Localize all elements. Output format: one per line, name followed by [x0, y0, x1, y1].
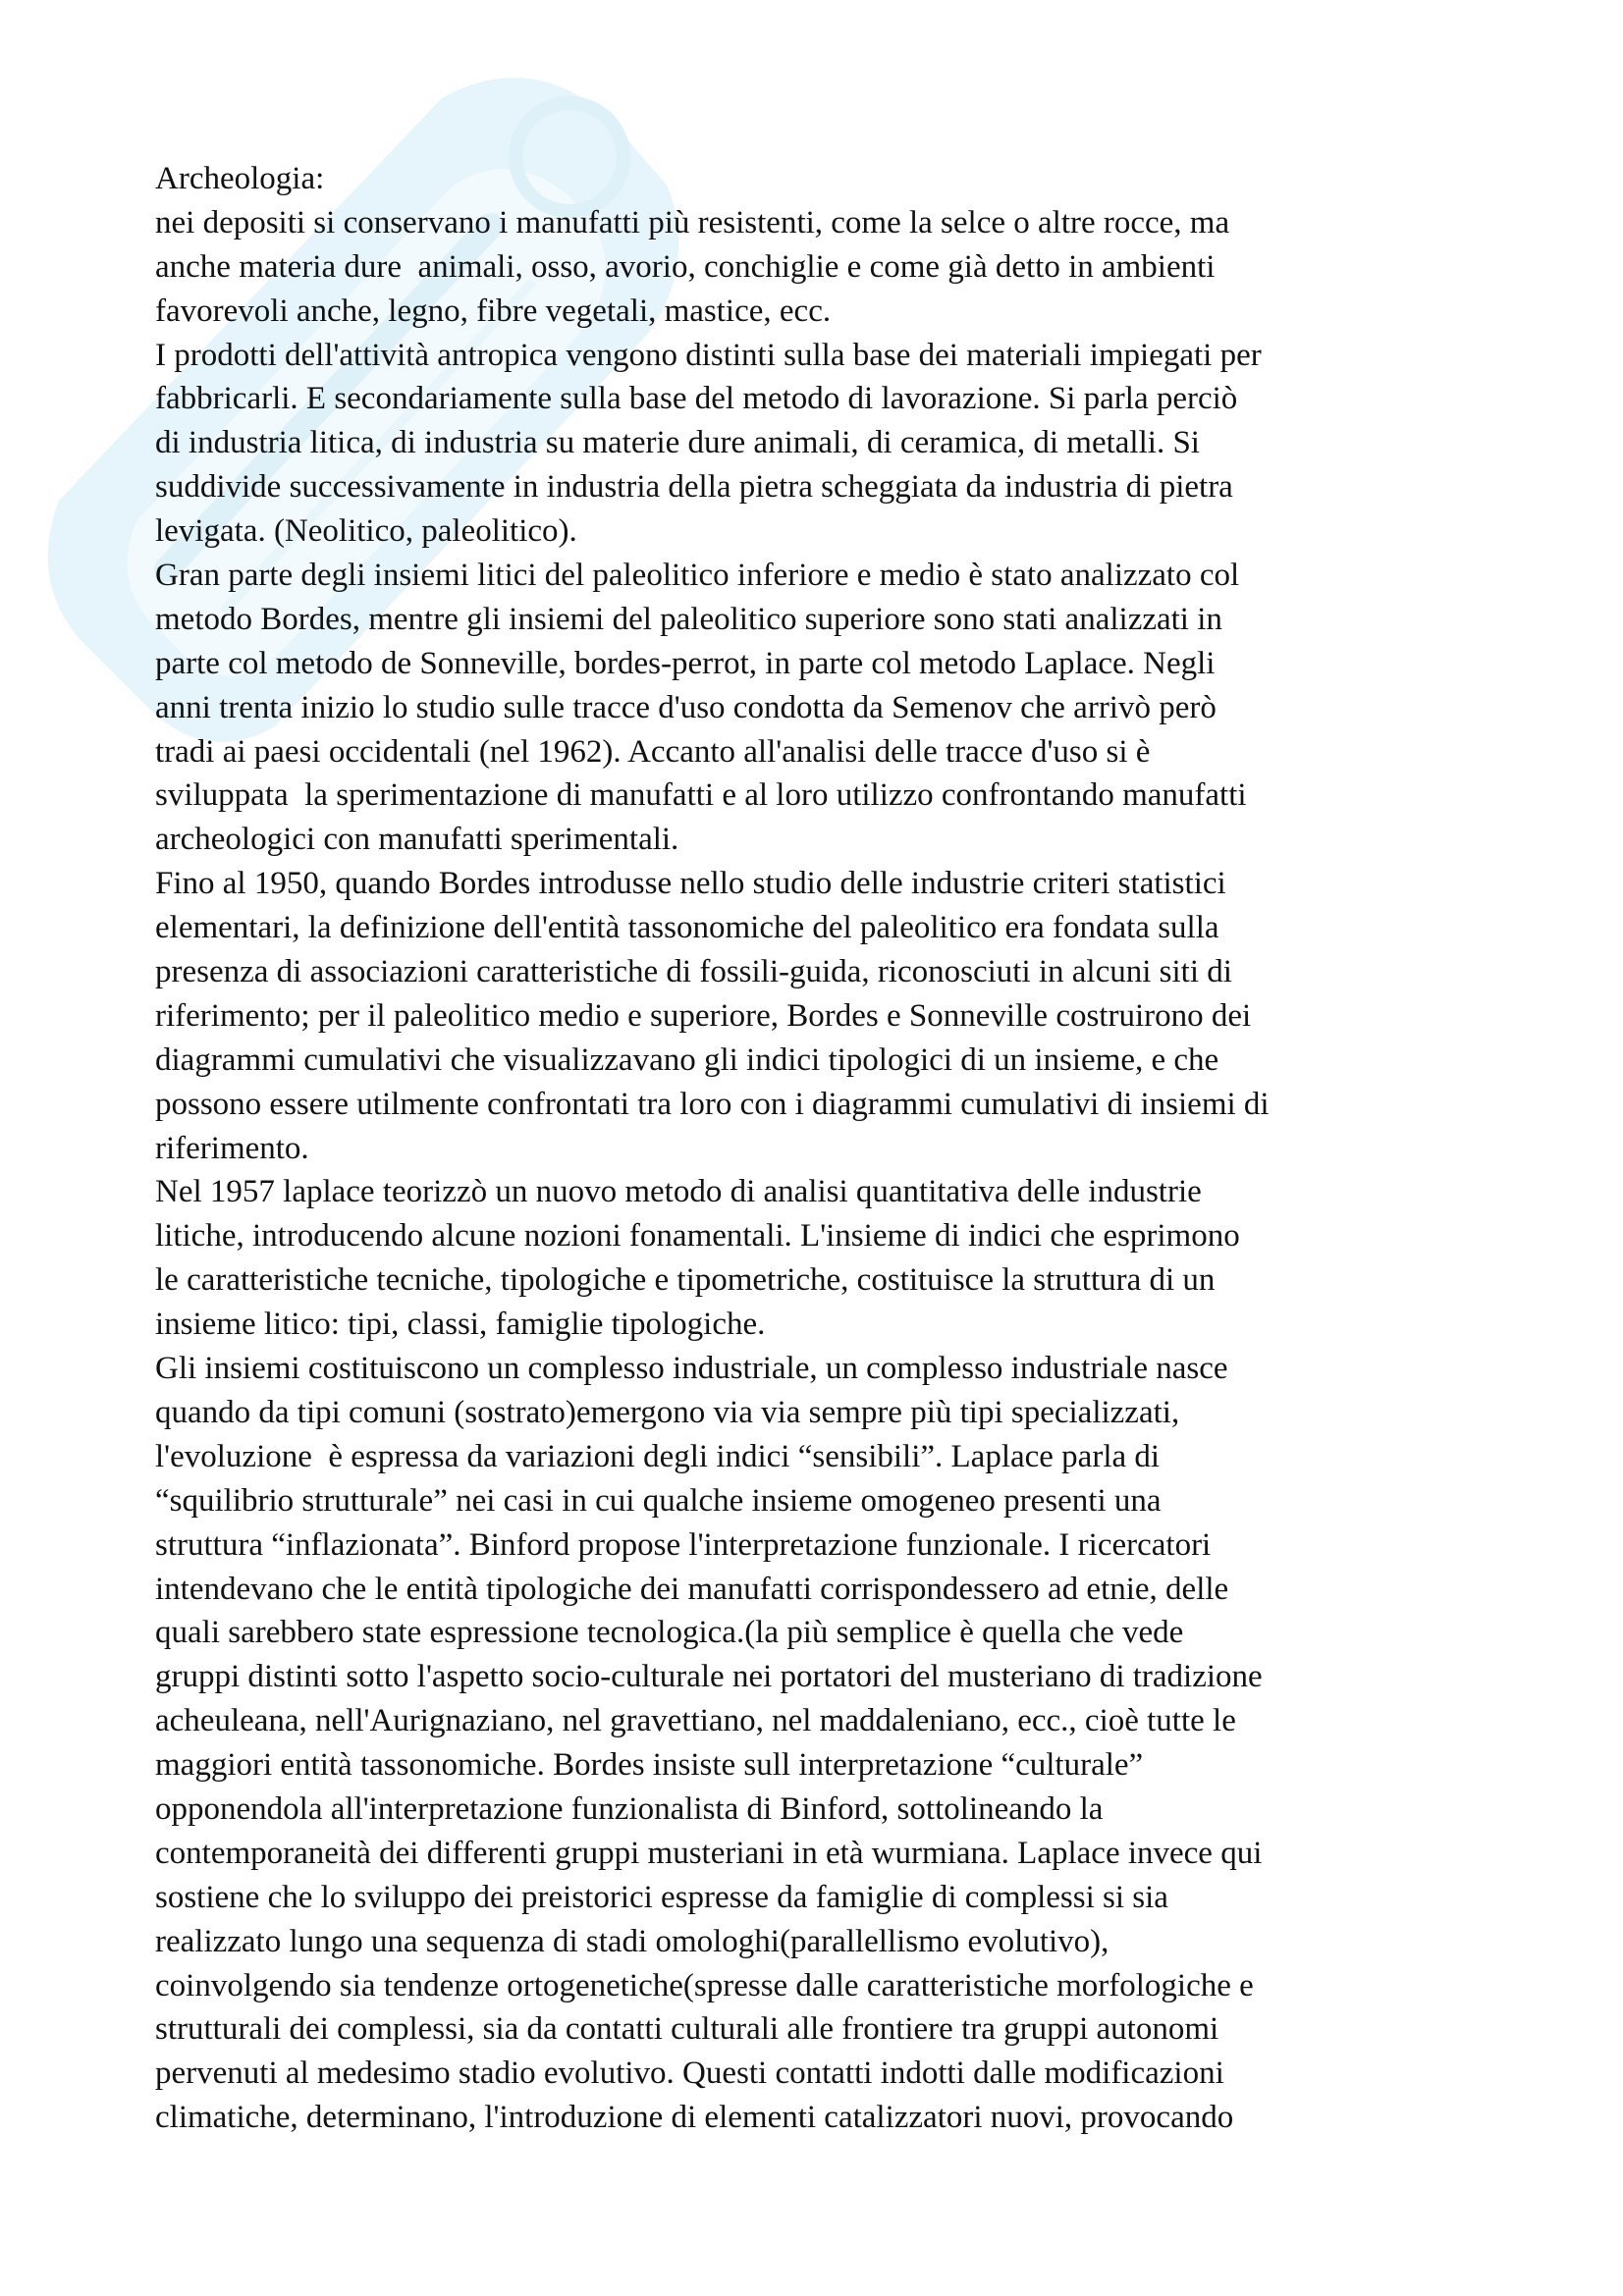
- text-line: Gli insiemi costituiscono un complesso industriale, un complesso industriale nasce: [155, 1351, 1228, 1387]
- text-line: Gran parte degli insiemi litici del paleolitico inferiore e medio è stato analizzato col: [155, 558, 1240, 594]
- text-line: Fino al 1950, quando Bordes introdusse nello studio delle industrie criteri statistici: [155, 866, 1226, 902]
- text-line: intendevano che le entità tipologiche dei manufatti corrispondessero ad etnie, delle: [155, 1571, 1229, 1607]
- text-line: levigata. (Neolitico, paleolitico).: [155, 513, 577, 550]
- text-line: contemporaneità dei differenti gruppi musteriani in età wurmiana. Laplace invece qui: [155, 1835, 1263, 1871]
- text-line: climatiche, determinano, l'introduzione di elementi catalizzatori nuovi, provocando: [155, 2100, 1234, 2136]
- text-line: fabbricarli. E secondariamente sulla base del metodo di lavorazione. Si parla perciò: [155, 381, 1238, 417]
- text-line: sviluppata la sperimentazione di manufatti e al loro utilizzo confrontando manufatti: [155, 777, 1247, 814]
- text-line: diagrammi cumulativi che visualizzavano gli indici tipologici di un insieme, e che: [155, 1041, 1219, 1078]
- text-line: realizzato lungo una sequenza di stadi omologhi(parallellismo evolutivo),: [155, 1923, 1109, 1959]
- text-line: quali sarebbero state espressione tecnologica.(la più semplice è quella che vede: [155, 1615, 1184, 1651]
- text-line: parte col metodo de Sonneville, bordes-perrot, in parte col metodo Laplace. Negli: [155, 645, 1216, 681]
- text-line: quando da tipi comuni (sostrato)emergono via via sempre più tipi specializzati,: [155, 1394, 1180, 1430]
- text-line: I prodotti dell'attività antropica vengono distinti sulla base dei materiali impiegati per: [155, 337, 1262, 373]
- text-line: possono essere utilmente confrontati tra loro con i diagrammi cumulativi di insiemi di: [155, 1086, 1270, 1122]
- text-line: le caratteristiche tecniche, tipologiche e tipometriche, costituisce la struttura di un: [155, 1262, 1216, 1299]
- text-line: suddivide successivamente in industria della pietra scheggiata da industria di pietra: [155, 469, 1233, 506]
- text-line: l'evoluzione è espressa da variazioni degli indici “sensibili”. Laplace parla di: [155, 1438, 1161, 1474]
- text-line: nei depositi si conservano i manufatti più resistenti, come la selce o altre rocce, ma: [155, 204, 1230, 240]
- text-line: riferimento.: [155, 1130, 309, 1166]
- text-line: metodo Bordes, mentre gli insiemi del paleolitico superiore sono stati analizzati in: [155, 601, 1222, 637]
- text-line: litiche, introducendo alcune nozioni fonamentali. L'insieme di indici che esprimono: [155, 1218, 1240, 1255]
- text-line: acheuleana, nell'Aurignaziano, nel gravettiano, nel maddaleniano, ecc., cioè tutte le: [155, 1703, 1236, 1739]
- text-line: Nel 1957 laplace teorizzò un nuovo metodo di analisi quantitativa delle industrie: [155, 1174, 1202, 1210]
- text-line: strutturali dei complessi, sia da contatti culturali alle frontiere tra gruppi autonomi: [155, 2011, 1219, 2048]
- document-body: [155, 157, 1481, 2140]
- text-line: maggiori entità tassonomiche. Bordes insiste sull interpretazione “culturale”: [155, 1747, 1144, 1784]
- text-line: favorevoli anche, legno, fibre vegetali, mastice, ecc.: [155, 293, 832, 329]
- text-line: anche materia dure animali, osso, avorio, conchiglie e come già detto in ambienti: [155, 248, 1216, 285]
- text-line: presenza di associazioni caratteristiche di fossili-guida, riconosciuti in alcuni siti di: [155, 954, 1232, 990]
- text-line: elementari, la definizione dell'entità tassonomiche del paleolitico era fondata sulla: [155, 910, 1219, 946]
- text-line: sostiene che lo sviluppo dei preistorici espresse da famiglie di complessi si sia: [155, 1879, 1168, 1915]
- text-line: gruppi distinti sotto l'aspetto socio-culturale nei portatori del musteriano di tradizione: [155, 1659, 1263, 1695]
- text-line: insieme litico: tipi, classi, famiglie tipologiche.: [155, 1307, 766, 1343]
- text-line: pervenuti al medesimo stadio evolutivo. Questi contatti indotti dalle modificazioni: [155, 2056, 1224, 2092]
- text-line: “squilibrio strutturale” nei casi in cui qualche insieme omogeneo presenti una: [155, 1482, 1162, 1519]
- text-line: anni trenta inizio lo studio sulle tracce d'uso condotta da Semenov che arrivò però: [155, 689, 1217, 725]
- document-title: Archeologia:: [155, 161, 325, 196]
- text-line: archeologici con manufatti sperimentali.: [155, 822, 679, 858]
- text-line: coinvolgendo sia tendenze ortogenetiche(spresse dalle caratteristiche morfologiche e: [155, 1967, 1254, 2003]
- text-line: di industria litica, di industria su materie dure animali, di ceramica, di metalli. Si: [155, 425, 1200, 461]
- text-line: riferimento; per il paleolitico medio e superiore, Bordes e Sonneville costruirono dei: [155, 997, 1252, 1034]
- text-line: tradi ai paesi occidentali (nel 1962). Accanto all'analisi delle tracce d'uso si è: [155, 733, 1151, 770]
- text-line: opponendola all'interpretazione funzionalista di Binford, sottolineando la: [155, 1790, 1104, 1827]
- text-line: struttura “inflazionata”. Binford propose l'interpretazione funzionale. I ricercatori: [155, 1526, 1212, 1563]
